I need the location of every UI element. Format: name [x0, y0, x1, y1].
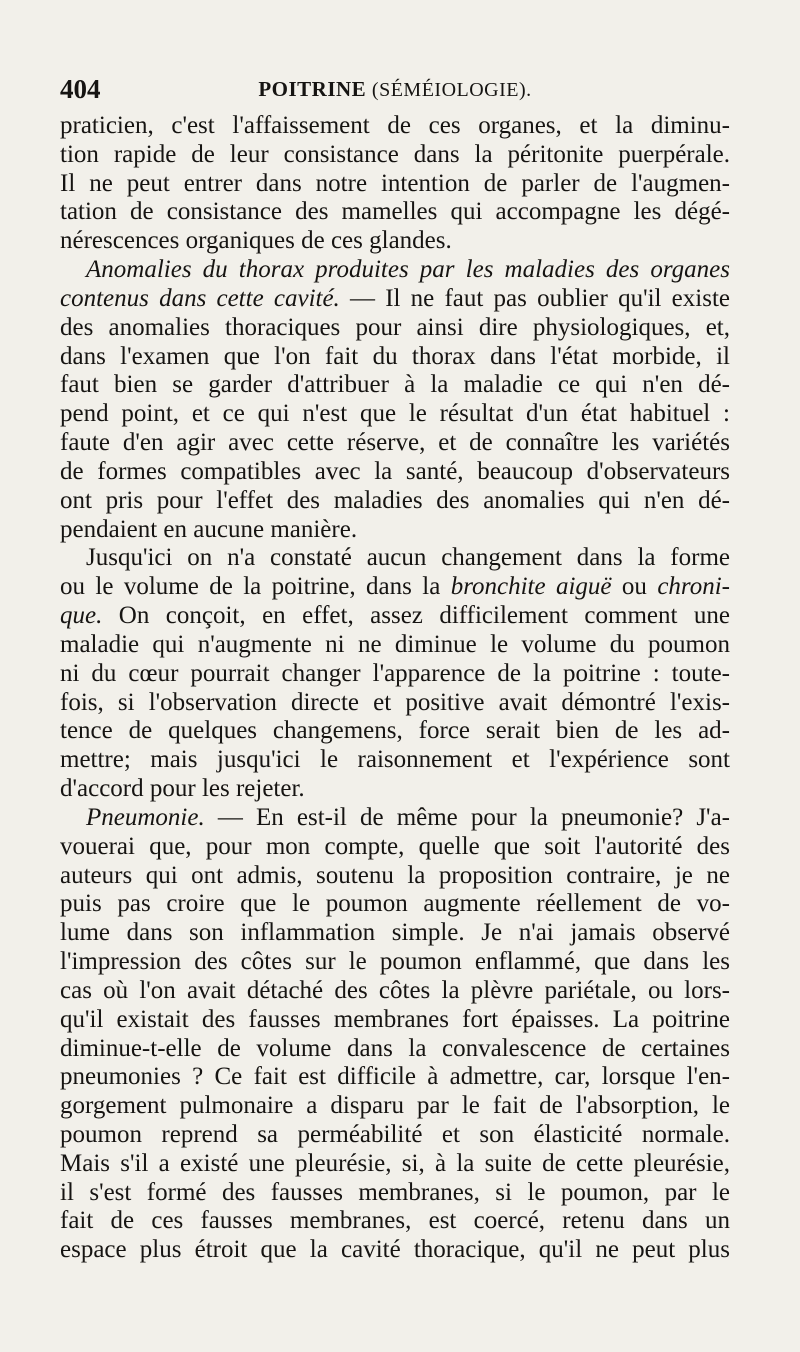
text-line: [60, 1006, 730, 1035]
text-segment: mettre; mais jusqu'ici le raisonnement et l'expérience sont: [60, 746, 730, 774]
text-segment: dans l'examen que l'on fait du thorax dans l'état morbide, il: [60, 342, 730, 370]
text-line: [60, 544, 730, 573]
text-line: [60, 573, 730, 602]
text-line: [60, 112, 730, 141]
text-line: [60, 1063, 730, 1092]
text-line: [60, 1121, 730, 1150]
text-line: [60, 198, 730, 227]
text-line: [60, 717, 730, 746]
text-line: [60, 948, 730, 977]
text-segment: tation de consistance des mamelles qui accompagne les dégé-: [60, 198, 730, 226]
text-segment: — Il ne faut pas oublier qu'il existe: [339, 284, 730, 312]
text-segment: Mais s'il a existé une pleurésie, si, à la suite de cette pleurésie,: [60, 1149, 730, 1177]
text-line: [60, 227, 730, 256]
text-segment: Il ne peut entrer dans notre intention de parler de l'augmen-: [60, 169, 730, 197]
text-line: [60, 804, 730, 833]
text-line: [60, 890, 730, 919]
text-segment: fois, si l'observation directe et positive avait démontré l'exis-: [60, 688, 730, 716]
italic-segment: chroni-: [657, 573, 730, 601]
text-segment: l'impression des côtes sur le poumon enflammé, que dans les: [60, 948, 730, 976]
text-line: [60, 256, 730, 285]
text-segment: vouerai que, pour mon compte, quelle que soit l'autorité des: [60, 832, 730, 860]
text-segment: — En est-il de même pour la pneumonie? J'a-: [204, 803, 730, 831]
text-segment: maladie qui n'augmente ni ne diminue le volume du poumon: [60, 630, 730, 658]
text-line: [60, 1092, 730, 1121]
text-line: [60, 285, 730, 314]
text-line: [60, 631, 730, 660]
text-segment: nérescences organiques de ces glandes.: [60, 227, 452, 255]
text-line: [60, 1179, 730, 1208]
italic-segment: Anomalies du thorax produites par les maladies des organes: [86, 256, 730, 284]
text-segment: fait de ces fausses membranes, est coercé, retenu dans un: [60, 1207, 730, 1235]
text-segment: d'accord pour les rejeter.: [60, 775, 305, 803]
text-segment: pneumonies ? Ce fait est difficile à admettre, car, lorsque l'en-: [60, 1063, 730, 1091]
italic-segment: bronchite aiguë: [450, 573, 612, 601]
text-segment: pend point, et ce qui n'est que le résultat d'un état habituel :: [60, 400, 730, 428]
text-segment: ont pris pour l'effet des maladies des anomalies qui n'en dé-: [60, 486, 730, 514]
text-segment: qu'il existait des fausses membranes fort épaisses. La poitrine: [60, 1005, 730, 1033]
running-title: [60, 77, 730, 102]
italic-segment: Pneumonie.: [86, 803, 205, 831]
text-line: [60, 141, 730, 170]
text-line: [60, 371, 730, 400]
italic-segment: que.: [60, 602, 103, 630]
text-line: [60, 1150, 730, 1179]
text-line: [60, 343, 730, 372]
text-segment: ni du cœur pourrait changer l'apparence de la poitrine : toute-: [60, 659, 730, 687]
text-segment: auteurs qui ont admis, soutenu la proposition contraire, je ne: [60, 861, 730, 889]
text-segment: poumon reprend sa perméabilité et son élasticité normale.: [60, 1120, 730, 1148]
text-segment: pendaient en aucune manière.: [60, 515, 358, 543]
text-line: [60, 516, 730, 545]
page-header: [60, 74, 730, 108]
text-line: [60, 487, 730, 516]
text-segment: faute d'en agir avec cette réserve, et de connaître les variétés: [60, 429, 730, 457]
body-text: [60, 112, 730, 1265]
italic-segment: contenus dans cette cavité.: [60, 284, 340, 312]
text-line: [60, 833, 730, 862]
text-line: [60, 862, 730, 891]
text-segment: il s'est formé des fausses membranes, si le poumon, par le: [60, 1178, 730, 1206]
text-segment: ou: [611, 573, 658, 601]
text-line: [60, 1236, 730, 1265]
text-segment: cas où l'on avait détaché des côtes la plèvre pariétale, ou lors-: [60, 976, 730, 1004]
text-segment: Jusqu'ici on n'a constaté aucun changement dans la forme: [86, 544, 730, 572]
text-line: [60, 429, 730, 458]
text-line: [60, 400, 730, 429]
text-line: [60, 919, 730, 948]
text-segment: des anomalies thoraciques pour ainsi dire physiologiques, et,: [60, 313, 730, 341]
text-segment: tence de quelques changemens, force serait bien de les ad-: [60, 717, 730, 745]
text-segment: puis pas croire que le poumon augmente réellement de vo-: [60, 890, 730, 918]
text-line: [60, 1207, 730, 1236]
text-segment: espace plus étroit que la cavité thoracique, qu'il ne peut plus: [60, 1236, 730, 1264]
text-line: [60, 170, 730, 199]
text-line: [60, 689, 730, 718]
text-segment: tion rapide de leur consistance dans la péritonite puerpérale.: [60, 140, 730, 168]
text-segment: gorgement pulmonaire a disparu par le fait de l'absorption, le: [60, 1092, 730, 1120]
text-segment: ou le volume de la poitrine, dans la: [60, 573, 451, 601]
page-number: 404: [60, 74, 101, 104]
text-line: [60, 660, 730, 689]
text-segment: On conçoit, en effet, assez difficilement comment une: [102, 602, 730, 630]
text-line: [60, 314, 730, 343]
text-line: [60, 977, 730, 1006]
text-line: [60, 746, 730, 775]
text-line: [60, 1035, 730, 1064]
text-segment: lume dans son inflammation simple. Je n'ai jamais observé: [60, 919, 730, 947]
text-line: [60, 458, 730, 487]
text-segment: de formes compatibles avec la santé, beaucoup d'observateurs: [60, 457, 730, 485]
text-line: [60, 602, 730, 631]
text-segment: faut bien se garder d'attribuer à la maladie ce qui n'en dé-: [60, 371, 730, 399]
text-segment: diminue-t-elle de volume dans la convalescence de certaines: [60, 1034, 730, 1062]
running-title-main: POITRINE: [258, 77, 367, 101]
text-line: [60, 775, 730, 804]
text-segment: praticien, c'est l'affaissement de ces organes, et la diminu-: [60, 112, 730, 139]
running-title-sub: (SÉMÉIOLOGIE).: [371, 79, 532, 101]
